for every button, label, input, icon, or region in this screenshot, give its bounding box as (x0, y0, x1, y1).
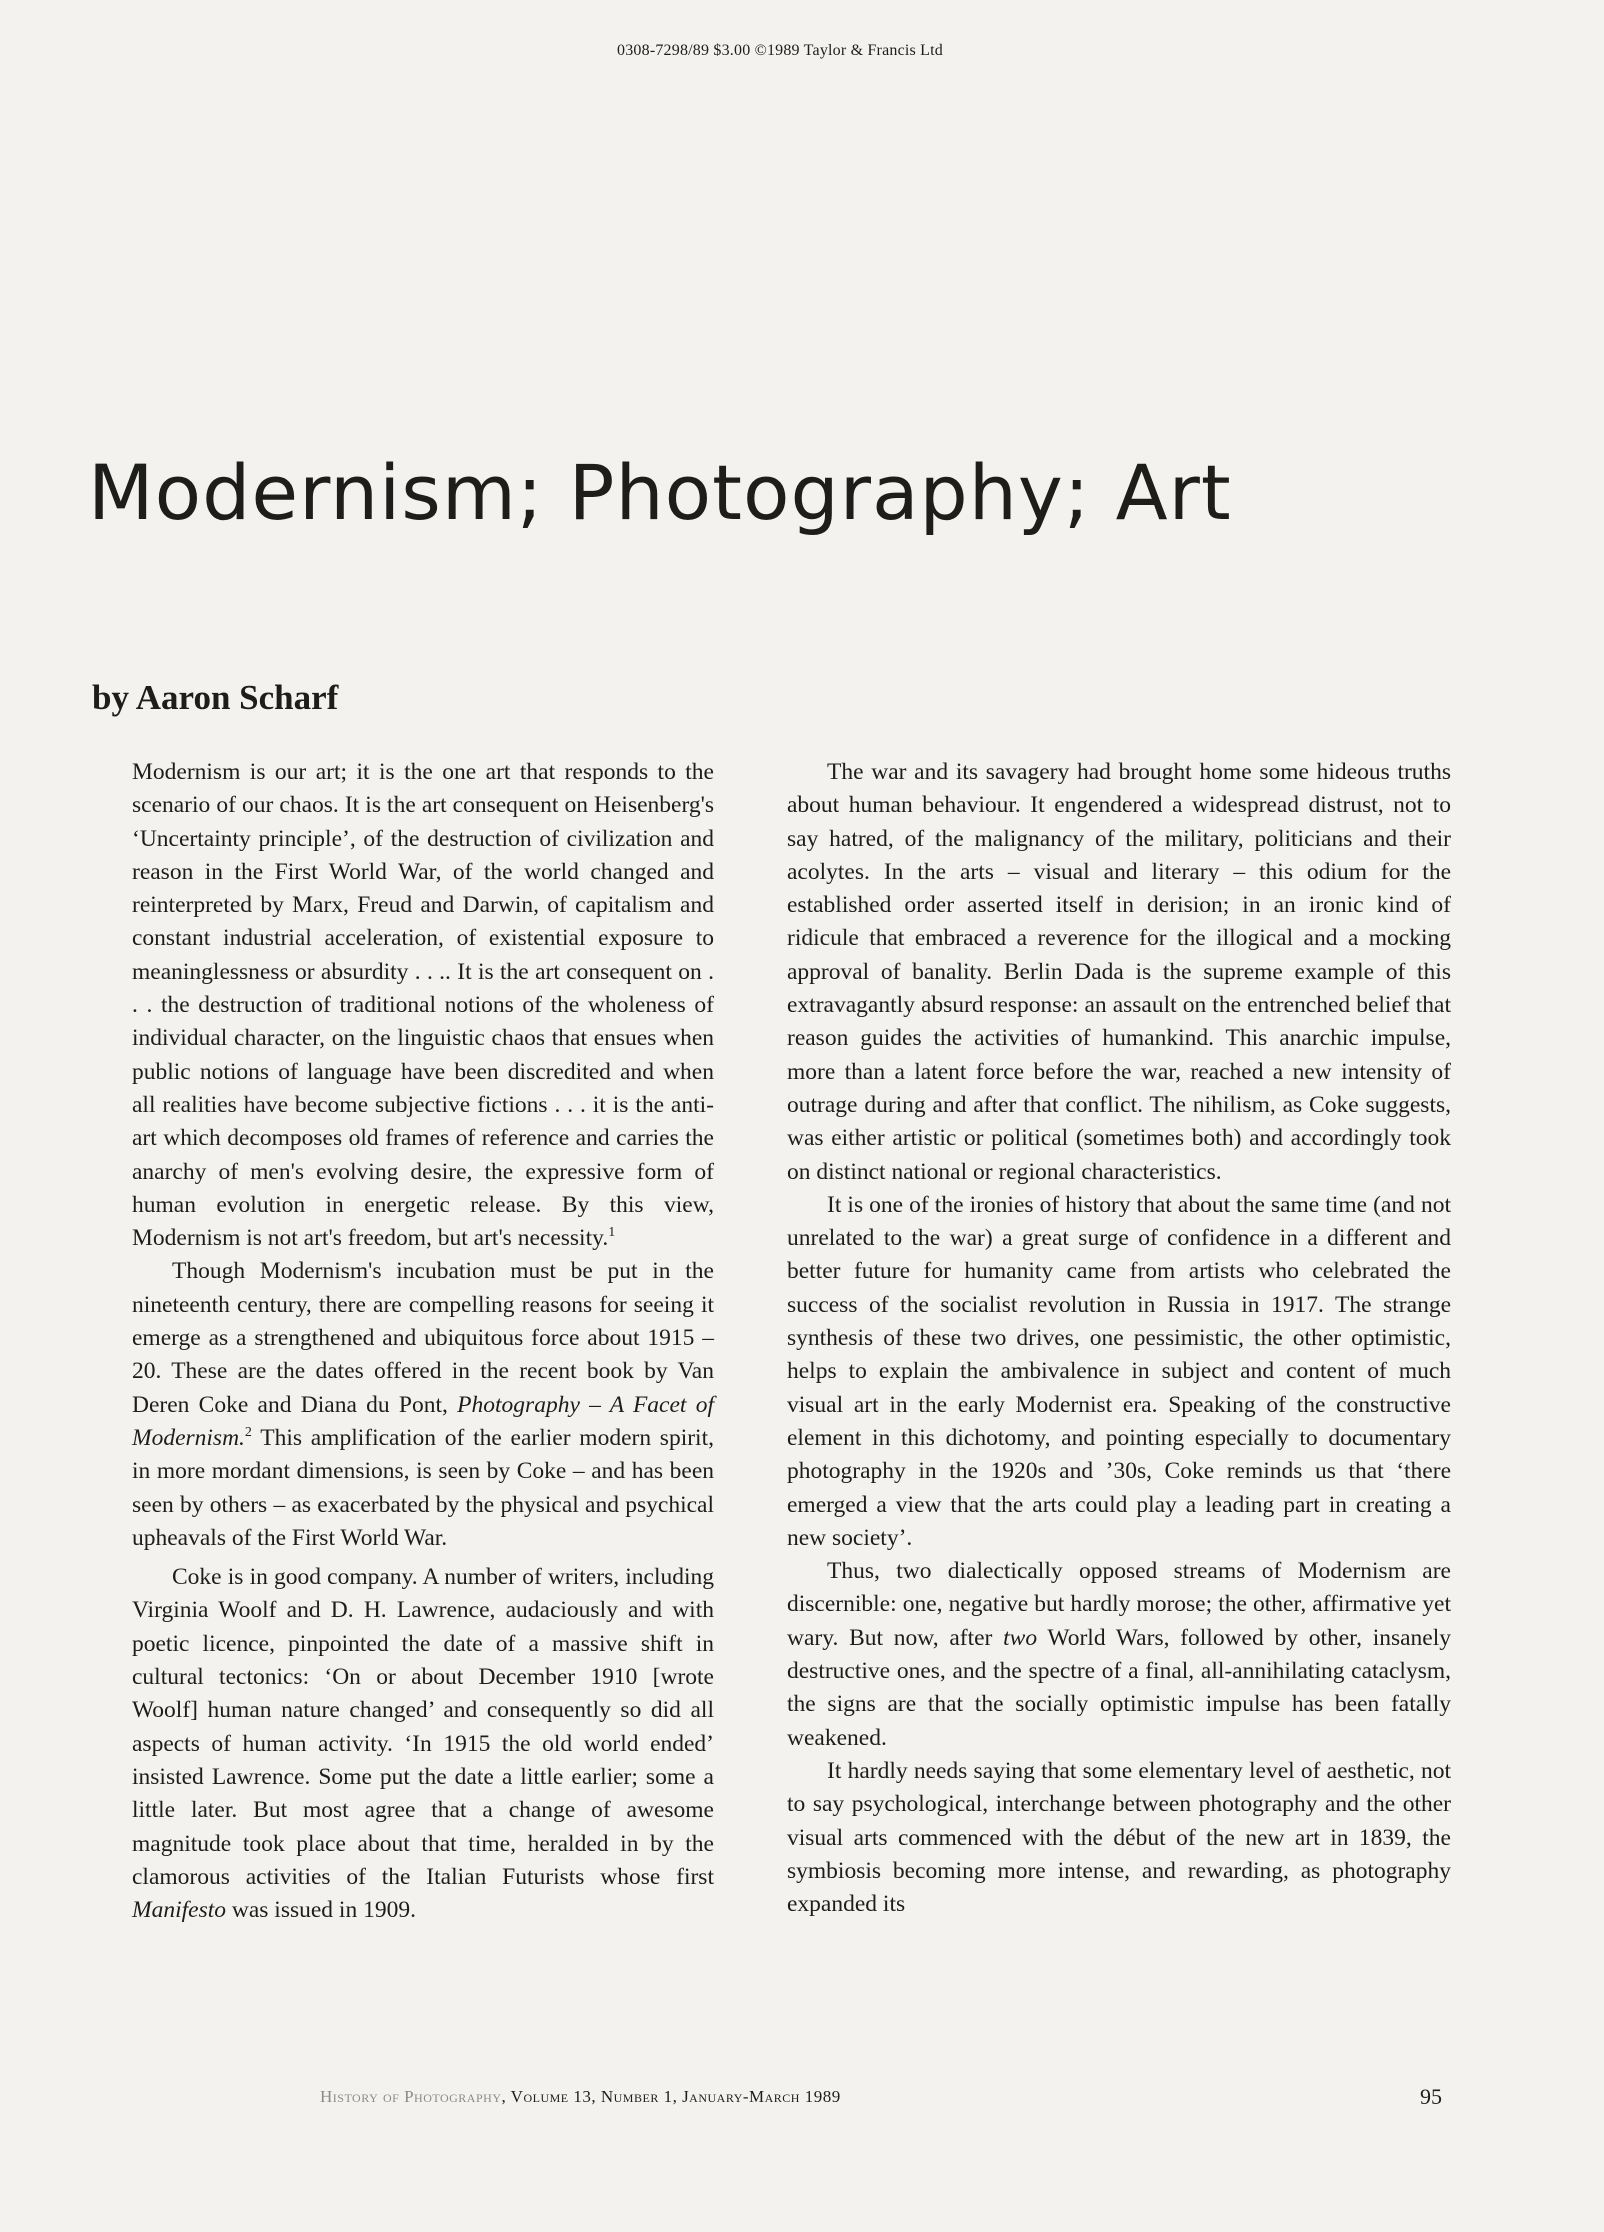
book-title: Photography – A Facet of Modernism. (132, 1391, 714, 1451)
body-paragraph (787, 1555, 1451, 1755)
footnote-ref: 2 (244, 1425, 252, 1441)
footnote-ref: 1 (608, 1225, 616, 1241)
journal-name: History of Photography (320, 2087, 502, 2106)
paragraph-text: This amplification of the earlier modern spirit, in more mordant dimensions, is seen by Coke – and has been seen by others – as exacerbated by the physical and psychical upheavals of the First World War. (132, 1424, 714, 1551)
left-column (132, 756, 714, 1927)
manifesto-title: Manifesto (132, 1897, 226, 1924)
emphasis-text: two (1003, 1624, 1038, 1651)
issue-info: , Volume 13, Number 1, January-March 1989 (501, 2087, 841, 2106)
paragraph-text: Thus, two dialectically opposed streams of Modernism are discernible: one, negative but hardly morose; the other, affirmative yet wary. But now, after (787, 1558, 1451, 1651)
quote-text: Modernism is our art; it is the one art that responds to the scenario of our chaos. It is the art consequent on Heisenberg's ‘Uncertainty principle’, of the destruction of civilization and reason in the First World War, of the world changed and reinterpreted by Marx, Freud and Darwin, of capitalism and constant industrial acceleration, of existential exposure to meaninglessness or absurdity . . .. It is the art consequent on . . . the destruction of traditional notions of the wholeness of individual character, on the linguistic chaos that ensues when public notions of language have been discredited and when all realities have become subjective fictions . . . it is the anti-art which decomposes old frames of reference and carries the anarchy of men's evolving desire, the expressive form of human evolution in energetic release. By this view, Modernism is not art's freedom, but art's necessity. (132, 759, 714, 1252)
author-byline: by Aaron Scharf (92, 678, 339, 717)
paragraph-text: Coke is in good company. A number of writers, including Virginia Woolf and D. H. Lawrence, audaciously and with poetic licence, pinpointed the date of a massive shift in cultural tectonics: ‘On or about December 1910 [wrote Woolf] human nature changed’ and consequently so did all aspects of human activity. ‘In 1915 the old world ended’ insisted Lawrence. Some put the date a little earlier; some a little later. But most agree that a change of awesome magnitude took place about that time, heralded in by the clamorous activities of the Italian Futurists whose first (132, 1564, 714, 1890)
body-paragraph: The war and its savagery had brought home some hideous truths about human behaviour. It engendered a widespread distrust, not to say hatred, of the malignancy of the military, politicians and their acolytes. In the arts – visual and literary – this odium for the established order asserted itself in derision; in an ironic kind of ridicule that embraced a reverence for the illogical and a mocking approval of banality. Berlin Dada is the supreme example of this extravagantly absurd response: an assault on the entrenched belief that reason guides the activities of humankind. This anarchic impulse, more than a latent force before the war, reached a new intensity of outrage during and after that conflict. The nihilism, as Coke suggests, was either artistic or political (sometimes both) and accordingly took on distinct national or regional characteristics. (787, 759, 1451, 1185)
journal-footer (320, 2087, 841, 2107)
paragraph-text: was issued in 1909. (226, 1897, 416, 1924)
body-paragraph: It hardly needs saying that some elementary level of aesthetic, not to say psychological, interchange between photography and the other visual arts commenced with the début of the new art in 1839, the symbiosis becoming more intense, and rewarding, as photography expanded its (787, 1757, 1451, 1918)
right-column (787, 756, 1451, 1921)
body-paragraph: It is one of the ironies of history that about the same time (and not unrelated to the war) a great surge of confidence in a different and better future for humanity came from artists who celebrated the success of the socialist revolution in Russia in 1917. The strange synthesis of these two drives, one pessimistic, the other optimistic, helps to explain the ambivalence in subject and content of much visual art in the early Modernist era. Speaking of the constructive element in this dichotomy, and pointing especially to documentary photography in the 1920s and ’30s, Coke reminds us that ‘there emerged a view that the arts could play a leading part in creating a new society’. (787, 1191, 1451, 1551)
copyright-line: 0308-7298/89 $3.00 ©1989 Taylor & Francis Ltd (617, 42, 943, 59)
epigraph-quote (132, 756, 714, 1255)
body-paragraph (132, 1561, 714, 1927)
page-number: 95 (1420, 2084, 1442, 2109)
body-paragraph (132, 1255, 714, 1555)
article-title: Modernism; Photography; Art (88, 448, 1232, 537)
paragraph-text: World Wars, followed by other, insanely destructive ones, and the spectre of a final, all-annihilating cataclysm, the signs are that the socially optimistic impulse has been fatally weakened. (787, 1624, 1452, 1751)
paragraph-text: Though Modernism's incubation must be put in the nineteenth century, there are compelling reasons for seeing it emerge as a strengthened and ubiquitous force about 1915 – 20. These are the dates offered in the recent book by Van Deren Coke and Diana du Pont, (132, 1258, 714, 1418)
